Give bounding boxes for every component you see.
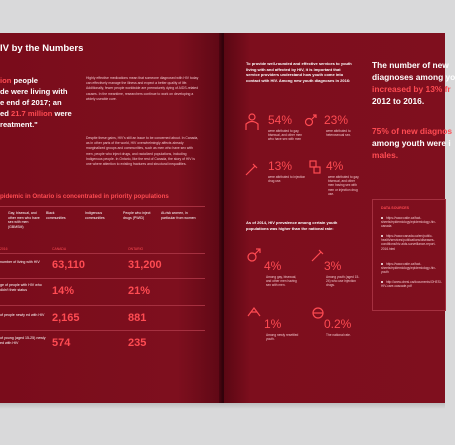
quote-text: were bbox=[52, 109, 72, 118]
syringe-icon bbox=[244, 161, 260, 177]
quote-text: people bbox=[11, 76, 38, 85]
prevalence-text: As of 2014, HIV prevalence among certain youth populations was higher than the national rate: bbox=[246, 220, 338, 231]
stat-description: were attributed to heterosexual sex. bbox=[326, 129, 351, 138]
group-label: People who inject drugs (PWID) bbox=[123, 211, 151, 220]
callout-text: among youth were i bbox=[372, 138, 451, 148]
stat-description: Among gay, bisexual, and other men having sex with men. bbox=[266, 275, 297, 288]
stat-percent: 4% bbox=[264, 259, 282, 273]
stat-percent: 13% bbox=[268, 159, 293, 173]
stat-description: were attributed to gay, bisexual, and other men who have sex with men bbox=[268, 129, 303, 142]
table-header: CANADA bbox=[52, 247, 67, 251]
callout-highlight: increased by 13% fr bbox=[372, 84, 451, 94]
table-cell: 574 bbox=[52, 337, 71, 349]
book-spread bbox=[0, 33, 455, 403]
resettled-icon bbox=[246, 303, 262, 319]
callout-text: 2012 to 2016. bbox=[372, 96, 425, 106]
callout-text: diagnoses among yo bbox=[372, 72, 455, 82]
stat-percent: 23% bbox=[324, 113, 349, 127]
source-link-text: https://www.catie.ca/fact-sheets/epidemiology/epidemiology-hiv-youth bbox=[381, 262, 436, 275]
section-subheading: pidemic in Ontario is concentrated in priority populations bbox=[0, 193, 169, 200]
table-header: ONTARIO bbox=[128, 247, 144, 251]
group-label: Black communities bbox=[46, 211, 66, 220]
big-callout bbox=[372, 59, 455, 107]
pull-quote bbox=[0, 75, 80, 130]
quote-highlight: 21.7 million bbox=[10, 109, 53, 118]
table-cell: 31,200 bbox=[128, 259, 162, 271]
big-callout bbox=[372, 125, 452, 161]
stat-percent: 0.2% bbox=[324, 317, 352, 331]
sources-title: DATA SOURCES bbox=[381, 206, 410, 210]
stat-percent: 1% bbox=[264, 317, 282, 331]
table-cell: 2,165 bbox=[52, 312, 80, 324]
group-label: At-risk women, in particular from women bbox=[161, 211, 196, 220]
group-people-icon bbox=[244, 113, 260, 131]
table-header: 2016 bbox=[0, 247, 8, 251]
stat-percent: 3% bbox=[324, 259, 342, 273]
table-cell: 63,110 bbox=[52, 259, 86, 271]
stat-description: were attributed to injection drug use. bbox=[268, 175, 306, 184]
male-symbol-icon bbox=[246, 247, 262, 263]
quote-text: ed bbox=[0, 109, 11, 118]
table-cell: 21% bbox=[128, 285, 151, 297]
quote-text: reatment." bbox=[0, 120, 38, 129]
callout-highlight: 75% of new diagnos bbox=[372, 126, 453, 136]
source-link-text: https://www.catie.ca/fact-sheets/epidemiology/epidemiology-hiv-canada bbox=[381, 216, 436, 229]
table-cell: 235 bbox=[128, 337, 147, 349]
source-link[interactable] bbox=[381, 262, 443, 276]
stat-description: Among newly resettled youth. bbox=[266, 333, 299, 342]
quote-highlight: ion bbox=[0, 76, 12, 85]
table-cell: 14% bbox=[52, 285, 75, 297]
divider bbox=[0, 206, 205, 207]
source-link[interactable] bbox=[381, 216, 443, 230]
stat-description: The national rate. bbox=[326, 333, 351, 337]
left-page bbox=[0, 33, 222, 403]
divider bbox=[0, 305, 205, 306]
mixed-icon bbox=[308, 159, 322, 175]
divider bbox=[0, 253, 205, 254]
group-label: Gay, bisexual, and other men who have sex with men (GBMSM) bbox=[8, 211, 40, 229]
quote-text: e end of 2017; an bbox=[0, 98, 62, 107]
table-row-label: of young (aged 15-25) newly ed with HIV bbox=[0, 336, 46, 345]
table-row-label: of people newly ed with HIV bbox=[0, 313, 45, 317]
callout-text: The number of new bbox=[372, 60, 449, 70]
divider bbox=[0, 278, 205, 279]
source-link-text: https://www.canada.ca/en/public-health/services/publications/diseases-conditions/hiv-aids-surveillance-report-2016.html bbox=[381, 234, 436, 251]
callout-highlight: males. bbox=[372, 150, 399, 160]
stat-percent: 4% bbox=[326, 159, 344, 173]
stat-description: were attributed to gay, bisexual, and other men having sex with men or injection drug use. bbox=[328, 175, 360, 196]
table-cell: 881 bbox=[128, 312, 147, 324]
body-paragraph: Despite these gains, HIV's still an issue to be concerned about. In Canada, as in other parts of the world, HIV overwhelmingly affects already marginalized groups and communities, such as men who have sex with men, people who inject drugs, and racialized populations, including Indigenous people. In Ontario, like the rest of Canada, the story of HIV is one where attention to existing fractures and structural inequalities. bbox=[86, 136, 199, 167]
page-title: IV by the Numbers bbox=[0, 43, 84, 54]
table-row-label: number of living with HIV bbox=[0, 260, 40, 264]
table-surface-shadow bbox=[0, 403, 445, 409]
sources-box bbox=[372, 199, 446, 311]
right-page bbox=[224, 33, 455, 403]
table-row-label: ge of people with HIV who didn't their status bbox=[0, 283, 42, 292]
source-link-text: http://www.ohesi.ca/documents/OHESI-HIV-care-cascade.pdf bbox=[381, 280, 442, 289]
stat-description: Among youth (aged 15-24) who use injection drugs. bbox=[326, 275, 360, 288]
source-link[interactable] bbox=[381, 234, 443, 256]
body-paragraph: Highly effective medications mean that someone diagnosed with HIV today can effectively manage the illness and expect a better quality of life. Additionally, fewer people worldwide are prematurely dying of AIDS-related causes. In the meantime, researchers continue to work on developing a widely useable cure. bbox=[86, 76, 199, 101]
quote-text: de were living with bbox=[0, 87, 68, 96]
group-label: Indigenous communities bbox=[85, 211, 105, 220]
heterosexual-symbol-icon bbox=[304, 113, 318, 129]
divider bbox=[0, 330, 205, 331]
source-link[interactable] bbox=[381, 280, 443, 294]
stat-percent: 54% bbox=[268, 113, 293, 127]
intro-text: To provide well-rounded and effective services to youth living with and affected by HIV, it is important that service providers understand how youth come into contact with HIV. Among new youth diagnoses in 2016: bbox=[246, 61, 352, 83]
